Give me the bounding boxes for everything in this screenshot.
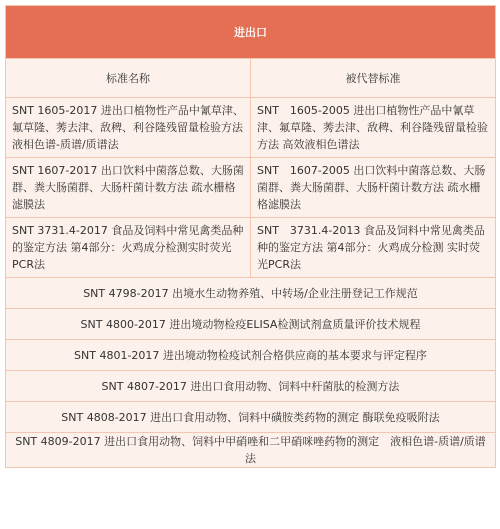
table-title-row (6, 6, 496, 59)
table-row (6, 340, 496, 371)
table-row (6, 218, 496, 278)
table-row (6, 158, 496, 218)
table-row (6, 98, 496, 158)
standard-name-cell: SNT 1607-2017 出口饮料中菌落总数、大肠菌群、粪大肠菌群、大肠杆菌计数方法 疏水栅格滤膜法 (6, 158, 251, 218)
table-row (6, 371, 496, 402)
standard-name-cell: SNT 3731.4-2017 食品及饲料中常见禽类品种的鉴定方法 第4部分：火鸡成分检测实时荧光PCR法 (6, 218, 251, 278)
standard-name-cell: SNT 4800-2017 进出境动物检疫ELISA检测试剂盒质量评价技术规程 (6, 309, 496, 340)
table-row (6, 309, 496, 340)
replaced-standard-cell: SNT 1607-2005 出口饮料中菌落总数、大肠菌群、粪大肠菌群、大肠杆菌计数方法 疏水栅格滤膜法 (251, 158, 496, 218)
table-row (6, 433, 496, 468)
standard-name-cell: SNT 4809-2017 进出口食用动物、饲料中甲硝唑和二甲硝咪唑药物的测定 液相色谱-质谱/质谱法 (6, 433, 496, 468)
table-title: 进出口 (6, 6, 496, 59)
standard-name-cell: SNT 4798-2017 出境水生动物养殖、中转场/企业注册登记工作规范 (6, 278, 496, 309)
table-row (6, 278, 496, 309)
standard-name-cell: SNT 4808-2017 进出口食用动物、饲料中磺胺类药物的测定 酶联免疫吸附法 (6, 402, 496, 433)
standard-name-cell: SNT 1605-2017 进出口植物性产品中氰草津、氟草隆、莠去津、敌稗、利谷隆残留量检验方法 液相色谱-质谱/质谱法 (6, 98, 251, 158)
table-row (6, 402, 496, 433)
column-header-replaced-standard: 被代替标准 (251, 59, 496, 98)
column-header-row (6, 59, 496, 98)
standard-name-cell: SNT 4807-2017 进出口食用动物、饲料中杆菌肽的检测方法 (6, 371, 496, 402)
column-header-standard-name: 标准名称 (6, 59, 251, 98)
replaced-standard-cell: SNT 3731.4-2013 食品及饲料中常见禽类品种的鉴定方法 第4部分：火鸡成分检测 实时荧光PCR法 (251, 218, 496, 278)
standard-name-cell: SNT 4801-2017 进出境动物检疫试剂合格供应商的基本要求与评定程序 (6, 340, 496, 371)
standards-table (5, 5, 496, 468)
standards-table-container (5, 5, 495, 468)
replaced-standard-cell: SNT 1605-2005 进出口植物性产品中氰草津、氟草隆、莠去津、敌稗、利谷隆残留量检验方法 高效液相色谱法 (251, 98, 496, 158)
